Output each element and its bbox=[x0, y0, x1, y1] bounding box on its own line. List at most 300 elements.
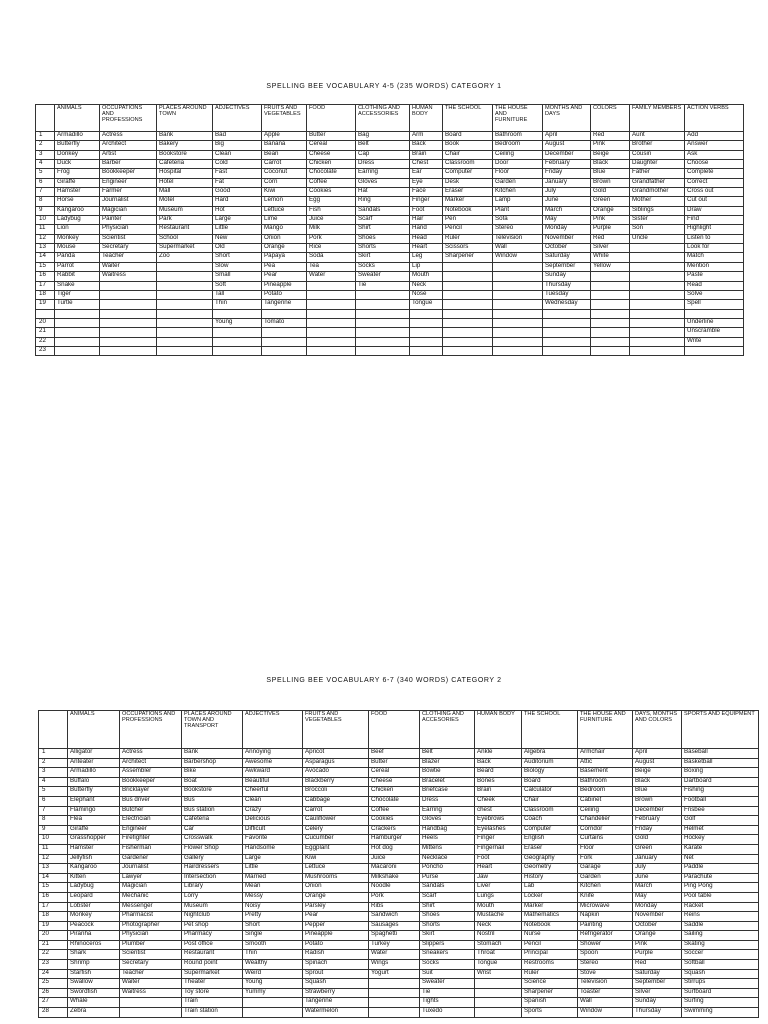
table-cell bbox=[630, 244, 685, 253]
table-cell: Eggplant bbox=[303, 844, 369, 854]
table-cell: Magician bbox=[100, 206, 157, 215]
table-cell: Crosswalk bbox=[182, 835, 243, 845]
table-cell bbox=[443, 328, 493, 337]
table-cell: Bank bbox=[157, 132, 213, 141]
table-cell bbox=[630, 290, 685, 299]
table-cell bbox=[493, 318, 543, 327]
column-header: CLOTHING AND ACCESSORIES bbox=[356, 105, 410, 132]
table-cell: Whale bbox=[68, 998, 120, 1008]
row-number-cell: 1 bbox=[39, 749, 68, 759]
table-cell bbox=[157, 281, 213, 290]
table-cell: Ladybug bbox=[55, 216, 100, 225]
table-cell: Hairdressers bbox=[182, 864, 243, 874]
page-title-category-1: SPELLING BEE VOCABULARY 4-5 (235 WORDS) CATEGORY 1 bbox=[266, 83, 502, 90]
table-cell: Golf bbox=[682, 816, 759, 826]
row-number-cell: 23 bbox=[36, 346, 55, 355]
table-cell: Waiter bbox=[100, 262, 157, 271]
table-cell: Magician bbox=[120, 883, 182, 893]
row-number-cell: 8 bbox=[36, 197, 55, 206]
table-cell: Cafeteria bbox=[157, 160, 213, 169]
table-cell: Awesome bbox=[243, 758, 303, 768]
table-cell: Read bbox=[685, 281, 744, 290]
table-cell: Auditorium bbox=[522, 758, 578, 768]
table-cell: Lip bbox=[410, 262, 443, 271]
table-cell: Spinach bbox=[303, 960, 369, 970]
table-cell: Bus bbox=[182, 796, 243, 806]
column-header-number bbox=[39, 711, 68, 749]
table-cell: Surfboard bbox=[682, 988, 759, 998]
table-cell: January bbox=[543, 178, 591, 187]
table-cell bbox=[100, 309, 157, 318]
table-cell: Necklace bbox=[420, 854, 475, 864]
table-row bbox=[36, 225, 744, 234]
table-cell: Ask bbox=[685, 150, 744, 159]
table-cell: Crazy bbox=[243, 806, 303, 816]
table-cell: Pink bbox=[591, 216, 630, 225]
table-cell: Algebra bbox=[522, 749, 578, 759]
table-cell: Bracelet bbox=[420, 777, 475, 787]
table-cell: Pink bbox=[633, 940, 682, 950]
table-cell: Armadillo bbox=[55, 132, 100, 141]
table-cell: November bbox=[543, 234, 591, 243]
table-cell: Post office bbox=[182, 940, 243, 950]
vocabulary-table-category-1 bbox=[35, 104, 744, 356]
row-number-cell: 24 bbox=[39, 969, 68, 979]
table-cell bbox=[157, 328, 213, 337]
table-cell: February bbox=[633, 816, 682, 826]
table-cell: Mittens bbox=[420, 844, 475, 854]
table-cell: Bedroom bbox=[578, 787, 633, 797]
column-header: THE HOUSE AND FURNITURE bbox=[578, 711, 633, 749]
table-cell: Fork bbox=[578, 854, 633, 864]
table-row bbox=[39, 912, 759, 922]
table-cell: Pepper bbox=[303, 921, 369, 931]
table-cell: Armchair bbox=[578, 749, 633, 759]
table-cell: Wrist bbox=[475, 969, 522, 979]
table-cell: Find bbox=[685, 216, 744, 225]
table-cell: January bbox=[633, 854, 682, 864]
table-cell: Swallow bbox=[68, 979, 120, 989]
table-cell: Soccer bbox=[682, 950, 759, 960]
table-row bbox=[39, 777, 759, 787]
row-number-cell: 3 bbox=[36, 150, 55, 159]
table-cell: Microwave bbox=[578, 902, 633, 912]
table-cell: Ceiling bbox=[578, 806, 633, 816]
table-cell: Desk bbox=[443, 178, 493, 187]
table-row bbox=[36, 328, 744, 337]
table-cell: Beautiful bbox=[243, 777, 303, 787]
table-cell: Wealthy bbox=[243, 960, 303, 970]
table-cell: Look for bbox=[685, 244, 744, 253]
table-cell: Pretty bbox=[243, 912, 303, 922]
table-cell: Yogurt bbox=[369, 969, 420, 979]
table-cell: Siblings bbox=[630, 206, 685, 215]
table-cell bbox=[410, 309, 443, 318]
row-number-cell: 9 bbox=[36, 206, 55, 215]
table-cell: Flamingo bbox=[68, 806, 120, 816]
table-cell: Garden bbox=[493, 178, 543, 187]
table-cell bbox=[543, 309, 591, 318]
table-cell: Library bbox=[182, 883, 243, 893]
table-cell: Ladybug bbox=[68, 883, 120, 893]
column-header: OCCUPATIONS AND PROFESSIONS bbox=[120, 711, 182, 749]
column-header: FRUITS AND VEGETABLES bbox=[303, 711, 369, 749]
table-cell bbox=[100, 337, 157, 346]
table-cell bbox=[55, 318, 100, 327]
column-header: ADJECTIVES bbox=[243, 711, 303, 749]
table-cell: Helmet bbox=[682, 825, 759, 835]
table-cell: Brain bbox=[410, 150, 443, 159]
table-cell: Milk bbox=[307, 225, 356, 234]
table-cell: February bbox=[543, 160, 591, 169]
table-cell: Small bbox=[213, 272, 262, 281]
vocabulary-table-category-2 bbox=[38, 710, 759, 1018]
row-number-cell bbox=[36, 309, 55, 318]
table-cell: Throat bbox=[475, 950, 522, 960]
table-cell bbox=[443, 300, 493, 309]
table-cell: Journalist bbox=[100, 197, 157, 206]
table-cell: Tea bbox=[307, 262, 356, 271]
column-header: ACTION VERBS bbox=[685, 105, 744, 132]
row-number-cell: 12 bbox=[36, 234, 55, 243]
page-title-category-2: SPELLING BEE VOCABULARY 6-7 (340 WORDS) CATEGORY 2 bbox=[266, 677, 502, 684]
row-number-cell: 17 bbox=[39, 902, 68, 912]
table-cell: Socks bbox=[420, 960, 475, 970]
table-cell: Museum bbox=[157, 206, 213, 215]
table-cell bbox=[307, 346, 356, 355]
table-cell: Soda bbox=[307, 253, 356, 262]
table-cell: Skirt bbox=[356, 253, 410, 262]
table-cell: Hot dog bbox=[369, 844, 420, 854]
table-cell: Yummy bbox=[243, 988, 303, 998]
table-cell: Beef bbox=[369, 749, 420, 759]
column-header: DAYS, MONTHS AND COLORS bbox=[633, 711, 682, 749]
table-cell: Kiwi bbox=[262, 188, 307, 197]
table-cell bbox=[55, 346, 100, 355]
table-cell: Blue bbox=[633, 787, 682, 797]
table-cell: September bbox=[633, 979, 682, 989]
table-cell: Physician bbox=[120, 931, 182, 941]
table-cell: Coffee bbox=[307, 178, 356, 187]
table-cell: Match bbox=[685, 253, 744, 262]
table-cell: Socks bbox=[356, 262, 410, 271]
table-cell: Sunday bbox=[633, 998, 682, 1008]
table-cell: Tuxedo bbox=[420, 1008, 475, 1018]
table-cell: Daughter bbox=[630, 160, 685, 169]
table-cell bbox=[493, 262, 543, 271]
table-cell: Juice bbox=[369, 854, 420, 864]
table-cell: Slow bbox=[213, 262, 262, 271]
table-cell bbox=[493, 300, 543, 309]
table-cell: Thin bbox=[243, 950, 303, 960]
table-cell: Hospital bbox=[157, 169, 213, 178]
table-cell: Mall bbox=[157, 188, 213, 197]
table-cell: Snake bbox=[55, 281, 100, 290]
table-cell: Restaurant bbox=[157, 225, 213, 234]
row-number-cell: 2 bbox=[39, 758, 68, 768]
table-cell: Brown bbox=[591, 178, 630, 187]
table-cell: Hand bbox=[410, 225, 443, 234]
table-cell: Add bbox=[685, 132, 744, 141]
table-cell: Science bbox=[522, 979, 578, 989]
table-cell: Museum bbox=[182, 902, 243, 912]
table-cell: chest bbox=[475, 806, 522, 816]
table-cell: Write bbox=[685, 337, 744, 346]
table-cell: Bus station bbox=[182, 806, 243, 816]
table-cell bbox=[243, 998, 303, 1008]
table-cell: Blackberry bbox=[303, 777, 369, 787]
table-cell: Painting bbox=[578, 921, 633, 931]
table-cell: Panda bbox=[55, 253, 100, 262]
table-cell: Lawyer bbox=[120, 873, 182, 883]
table-cell: Underline bbox=[685, 318, 744, 327]
table-cell: Strawberry bbox=[303, 988, 369, 998]
table-cell: Draw bbox=[685, 206, 744, 215]
table-cell bbox=[443, 262, 493, 271]
table-cell: Saturday bbox=[633, 969, 682, 979]
row-number-cell: 10 bbox=[36, 216, 55, 225]
table-cell: Firefighter bbox=[120, 835, 182, 845]
table-cell: Red bbox=[633, 960, 682, 970]
table-cell: Parachute bbox=[682, 873, 759, 883]
table-cell: Pear bbox=[262, 272, 307, 281]
table-cell: Hard bbox=[213, 197, 262, 206]
table-cell: Handsome bbox=[243, 844, 303, 854]
table-cell bbox=[630, 346, 685, 355]
table-cell: Shirt bbox=[420, 902, 475, 912]
table-cell bbox=[356, 290, 410, 299]
table-cell bbox=[443, 281, 493, 290]
table-cell: Pear bbox=[303, 912, 369, 922]
table-cell: Painter bbox=[100, 216, 157, 225]
table-cell: Butter bbox=[307, 132, 356, 141]
table-cell: Noisy bbox=[243, 902, 303, 912]
table-cell bbox=[630, 337, 685, 346]
table-cell: Large bbox=[243, 854, 303, 864]
table-cell: Architect bbox=[100, 141, 157, 150]
table-cell: Single bbox=[243, 931, 303, 941]
table-cell: Married bbox=[243, 873, 303, 883]
table-cell: Floor bbox=[493, 169, 543, 178]
table-cell bbox=[475, 1008, 522, 1018]
table-cell: Chair bbox=[522, 796, 578, 806]
table-cell: Tuesday bbox=[543, 290, 591, 299]
table-cell: Fingernail bbox=[475, 844, 522, 854]
table-cell: Lemon bbox=[262, 197, 307, 206]
table-cell bbox=[410, 318, 443, 327]
table-cell bbox=[157, 272, 213, 281]
table-cell: Pet shop bbox=[182, 921, 243, 931]
column-header: OCCUPATIONS AND PROFESSIONS bbox=[100, 105, 157, 132]
table-cell: Shoes bbox=[420, 912, 475, 922]
table-cell bbox=[100, 346, 157, 355]
table-cell: Principal bbox=[522, 950, 578, 960]
table-cell: Classroom bbox=[443, 160, 493, 169]
table-cell: Bag bbox=[356, 132, 410, 141]
table-cell: Sweater bbox=[356, 272, 410, 281]
table-cell: Butter bbox=[369, 758, 420, 768]
table-cell: Choose bbox=[685, 160, 744, 169]
table-cell: June bbox=[543, 197, 591, 206]
table-cell: Heart bbox=[410, 244, 443, 253]
table-cell: Mouth bbox=[410, 272, 443, 281]
table-cell: Surfing bbox=[682, 998, 759, 1008]
table-cell: Spoon bbox=[578, 950, 633, 960]
table-cell bbox=[262, 328, 307, 337]
table-cell: Orange bbox=[633, 931, 682, 941]
table-cell: Cap bbox=[356, 150, 410, 159]
row-number-cell: 4 bbox=[39, 777, 68, 787]
table-cell: Coconut bbox=[262, 169, 307, 178]
table-cell: Swordfish bbox=[68, 988, 120, 998]
table-cell: Radish bbox=[303, 950, 369, 960]
table-cell: Orange bbox=[303, 892, 369, 902]
table-cell: Sharpener bbox=[443, 253, 493, 262]
table-cell: Foot bbox=[410, 206, 443, 215]
table-cell: May bbox=[633, 892, 682, 902]
table-cell: Nose bbox=[410, 290, 443, 299]
row-number-cell: 5 bbox=[39, 787, 68, 797]
table-cell: Bones bbox=[475, 777, 522, 787]
table-cell: Journalist bbox=[120, 864, 182, 874]
table-cell: Bakery bbox=[157, 141, 213, 150]
table-cell: Stereo bbox=[493, 225, 543, 234]
table-cell: Kiwi bbox=[303, 854, 369, 864]
table-row bbox=[39, 854, 759, 864]
table-cell: Cabinet bbox=[578, 796, 633, 806]
row-number-cell: 23 bbox=[39, 960, 68, 970]
table-row bbox=[36, 178, 744, 187]
table-cell: Architect bbox=[120, 758, 182, 768]
table-cell bbox=[630, 262, 685, 271]
table-cell: Chicken bbox=[369, 787, 420, 797]
row-number-cell: 22 bbox=[39, 950, 68, 960]
table-cell: Reins bbox=[682, 912, 759, 922]
table-cell: Monkey bbox=[68, 912, 120, 922]
table-cell: Fish bbox=[307, 206, 356, 215]
table-cell: September bbox=[543, 262, 591, 271]
table-cell: Awkward bbox=[243, 768, 303, 778]
table-cell: Brain bbox=[475, 787, 522, 797]
table-cell: Pen bbox=[443, 216, 493, 225]
table-cell: Clean bbox=[243, 796, 303, 806]
table-cell: Handbag bbox=[420, 825, 475, 835]
table-row bbox=[39, 816, 759, 826]
table-row bbox=[39, 902, 759, 912]
table-cell: Dress bbox=[356, 160, 410, 169]
table-row bbox=[39, 998, 759, 1008]
table-cell: August bbox=[543, 141, 591, 150]
table-cell: White bbox=[591, 253, 630, 262]
table-cell: Cookies bbox=[369, 816, 420, 826]
table-cell: Karate bbox=[682, 844, 759, 854]
table-row bbox=[36, 346, 744, 355]
table-cell bbox=[685, 309, 744, 318]
table-cell bbox=[356, 300, 410, 309]
table-cell: Pencil bbox=[522, 940, 578, 950]
table-cell bbox=[543, 318, 591, 327]
table-cell: Black bbox=[591, 160, 630, 169]
table-cell: Mustache bbox=[475, 912, 522, 922]
table-cell: Water bbox=[307, 272, 356, 281]
table-cell: Geometry bbox=[522, 864, 578, 874]
table-cell: Shorts bbox=[420, 921, 475, 931]
table-cell: Purple bbox=[633, 950, 682, 960]
table-cell bbox=[100, 300, 157, 309]
table-cell: July bbox=[543, 188, 591, 197]
table-cell: Delicious bbox=[243, 816, 303, 826]
row-number-cell: 6 bbox=[39, 796, 68, 806]
table-row bbox=[39, 940, 759, 950]
table-cell: Onion bbox=[262, 234, 307, 243]
table-row bbox=[39, 825, 759, 835]
table-cell: Bookkeeper bbox=[120, 777, 182, 787]
table-cell: Spaghetti bbox=[369, 931, 420, 941]
table-cell: Tie bbox=[356, 281, 410, 290]
table-cell: Secretary bbox=[120, 960, 182, 970]
table-cell: Boat bbox=[182, 777, 243, 787]
table-cell bbox=[369, 988, 420, 998]
table-cell bbox=[307, 318, 356, 327]
table-cell: Lion bbox=[55, 225, 100, 234]
table-cell: Old bbox=[213, 244, 262, 253]
table-cell: Pineapple bbox=[303, 931, 369, 941]
row-number-cell: 13 bbox=[39, 864, 68, 874]
table-row bbox=[39, 892, 759, 902]
row-number-cell: 28 bbox=[39, 1008, 68, 1018]
table-cell bbox=[213, 337, 262, 346]
table-cell: Little bbox=[243, 864, 303, 874]
table-row bbox=[36, 290, 744, 299]
table-cell: Chair bbox=[443, 150, 493, 159]
table-cell: Sandwich bbox=[369, 912, 420, 922]
table-cell: Restaurant bbox=[182, 950, 243, 960]
table-cell: Aunt bbox=[630, 132, 685, 141]
table-cell: Boxing bbox=[682, 768, 759, 778]
table-cell: Wings bbox=[369, 960, 420, 970]
table-cell: Leg bbox=[410, 253, 443, 262]
table-cell bbox=[157, 337, 213, 346]
table-cell: Earring bbox=[356, 169, 410, 178]
table-cell: Coach bbox=[522, 816, 578, 826]
table-cell: Avocado bbox=[303, 768, 369, 778]
row-number-cell: 12 bbox=[39, 854, 68, 864]
table-cell: Green bbox=[633, 844, 682, 854]
table-cell bbox=[157, 290, 213, 299]
table-cell bbox=[443, 346, 493, 355]
table-cell: Beige bbox=[591, 150, 630, 159]
column-header: ANIMALS bbox=[55, 105, 100, 132]
row-number-cell: 19 bbox=[36, 300, 55, 309]
table-cell: Frisbee bbox=[682, 806, 759, 816]
table-cell: Mushrooms bbox=[303, 873, 369, 883]
table-cell bbox=[356, 318, 410, 327]
row-number-cell: 27 bbox=[39, 998, 68, 1008]
table-cell: Tangerine bbox=[262, 300, 307, 309]
table-cell: Tongue bbox=[475, 960, 522, 970]
table-cell: Eye bbox=[410, 178, 443, 187]
table-cell: Butcher bbox=[120, 806, 182, 816]
table-cell bbox=[262, 309, 307, 318]
table-cell: Belt bbox=[420, 749, 475, 759]
table-cell: Biology bbox=[522, 768, 578, 778]
table-cell: Anteater bbox=[68, 758, 120, 768]
table-cell: Saddle bbox=[682, 921, 759, 931]
table-cell: Pork bbox=[369, 892, 420, 902]
table-cell bbox=[685, 346, 744, 355]
table-row bbox=[36, 272, 744, 281]
table-cell: Short bbox=[213, 253, 262, 262]
